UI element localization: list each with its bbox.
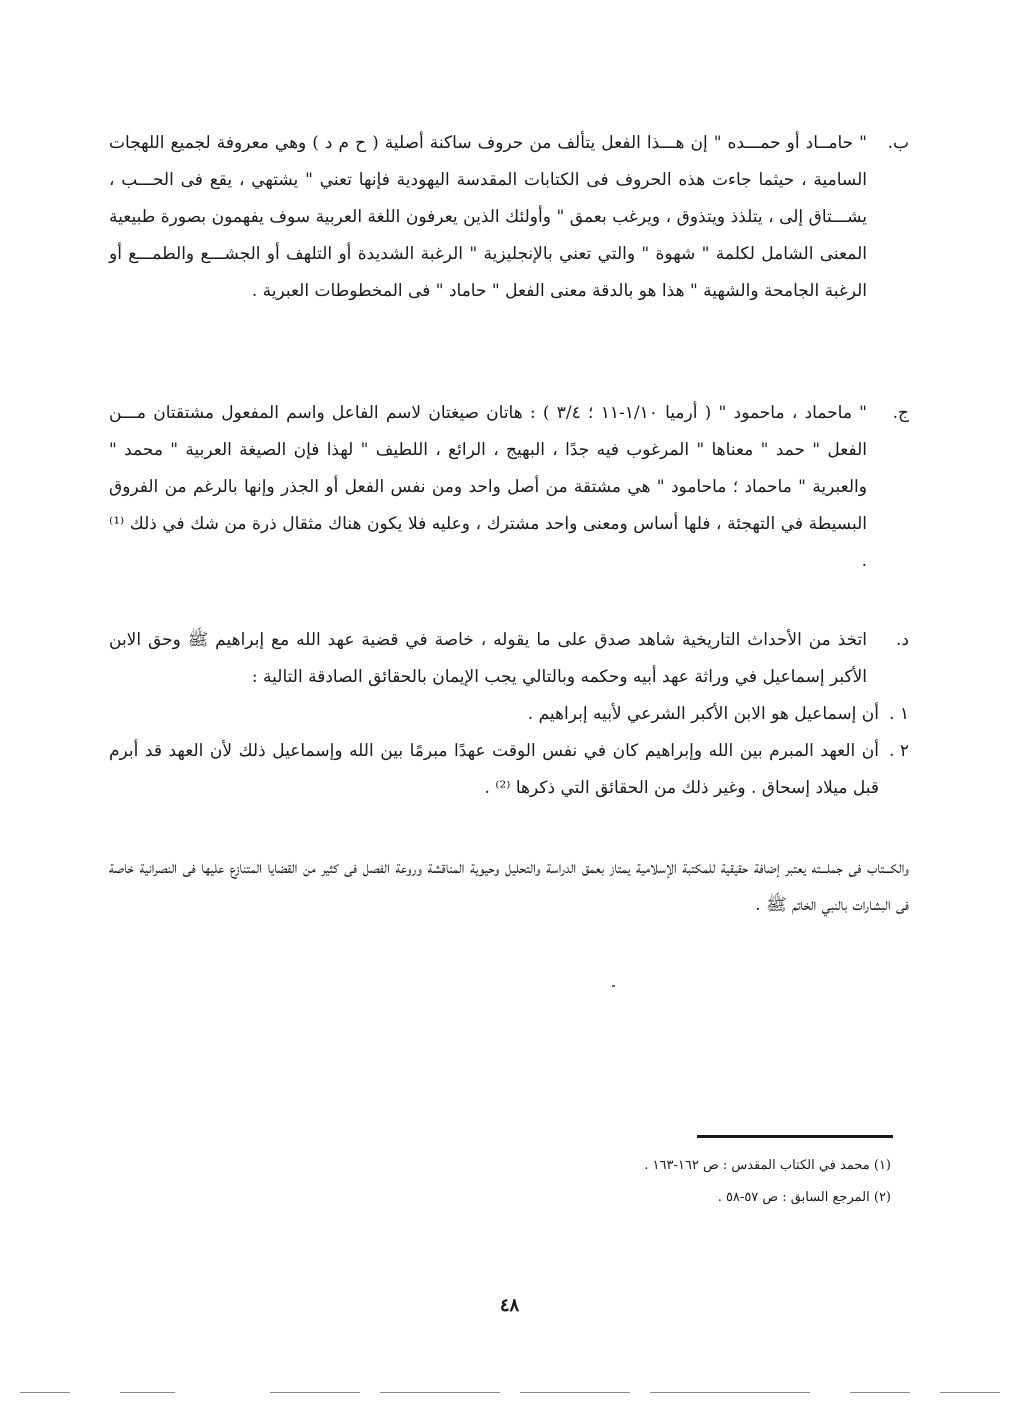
- list-item: [109, 395, 909, 580]
- section-text: " ماحماد ، ماحمود " ( أرميا ١/١٠-١١ ؛ ٣/٤ ) : هاتان صيغتان لاسم الفاعل واسم المفعول مشتقتان مـــن الفعل " حمد " معناها " المرغوب فيه جدًا ، البهيج ، الرائع ، اللطيف " لهذا فإن الصيغة العربية " محمد " والعبرية " ماحماد ؛ ماحامود " هي مشتقة من أصل واحد ومن نفس الفعل أو الجذر وإنها بالرغم من الفروق البسيطة في التهجئة ، فلها أساس ومعنى واحد مشترك ، وعليه فلا يكون هناك مثقال ذرة من شك في ذلك ⁽¹⁾ .: [109, 403, 868, 571]
- point-text: أن العهد المبرم بين الله وإبراهيم كان في نفس الوقت عهدًا مبرمًا بين الله وإسماعيل ذلك لأن العهد قد أبرم قبل ميلاد إسحاق . وغير ذلك من الحقائق التي ذكرها ⁽²⁾ .: [109, 741, 880, 798]
- scan-speck: [612, 985, 615, 987]
- list-item: [109, 125, 909, 310]
- footnote: (١) محمد في الكتاب المقدس : ص ١٦٢-١٦٣ .: [644, 1158, 891, 1173]
- section-b: [109, 125, 909, 310]
- scan-edge-lines: [0, 1392, 1019, 1396]
- footnotes: [391, 1150, 891, 1214]
- section-marker: ب.: [887, 133, 909, 153]
- numbered-point: [109, 733, 909, 807]
- closing-text: والكـــتاب فى جملـــته يعتبر إضافة حقيقية للمكتبة الإسلامية يمتاز بعمق الدراسة والتحليل وحيوية المناقشة وروعة الفصل فى كثير من القضايا المتنازع عليها فى النصرانية خاصة فى البشارات بالنبي الخاتم ﷺ .: [109, 858, 909, 915]
- point-text: أن إسماعيل هو الابن الأكبر الشرعي لأبيه إبراهيم .: [527, 704, 879, 724]
- section-marker: ج.: [892, 403, 909, 423]
- footnote-separator: [697, 1135, 893, 1138]
- section-d: [109, 622, 909, 807]
- page-number: ٤٨: [499, 1295, 520, 1316]
- numbered-point: [109, 696, 909, 733]
- section-text: اتخذ من الأحداث التاريخية شاهد صدق على ما يقوله ، خاصة في قضية عهد الله مع إبراهيم ﷺ وحق الابن الأكبر إسماعيل في وراثة عهد أبيه وحكمه وبالتالي يجب الإيمان بالحقائق الصادقة التالية :: [109, 630, 867, 687]
- footnote: (٢) المرجع السابق : ص ٥٧-٥٨ .: [717, 1190, 891, 1205]
- section-j: [109, 395, 909, 580]
- section-text: " حامــاد أو حمـــده " إن هـــذا الفعل يتألف من حروف ساكنة أصلية ( ح م د ) وهي معروفة لجميع اللهجات السامية ، حيثما جاءت هذه الحروف فى الكتابات المقدسة اليهودية فإنها تعني " يشتهي ، يقع فى الحـــب ، يشـــتاق إلى ، يتلذذ ويتذوق ، ويرغب بعمق " وأولئك الذين يعرفون اللغة العربية سوف يفهمون بصورة طبيعية المعنى الشامل لكلمة " شهوة " والتي تعني بالإنجليزية " الرغبة الشديدة أو التلهف أو الجشـــع والطمـــع أو الرغبة الجامحة والشهية " هذا هو بالدقة معنى الفعل " حاماد " فى المخطوطات العبرية .: [109, 133, 867, 301]
- point-number: ١ .: [889, 704, 909, 724]
- point-number: ٢ .: [889, 741, 909, 761]
- list-item: [109, 622, 909, 696]
- section-marker: د.: [896, 630, 909, 650]
- closing-paragraph: [109, 850, 909, 924]
